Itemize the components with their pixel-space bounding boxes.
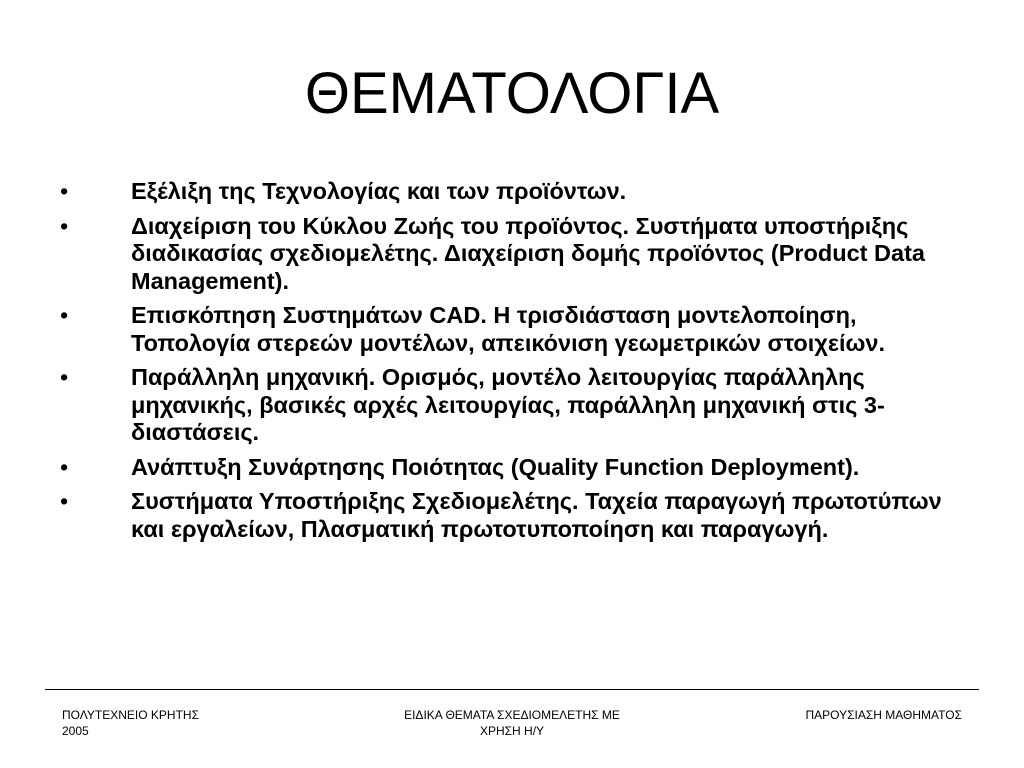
footer-presentation-text: ΠΑΡΟΥΣΙΑΣΗ ΜΑΘΗΜΑΤΟΣ: [805, 708, 962, 722]
footer-institution: [62, 707, 282, 739]
bullet-icon: •: [60, 364, 69, 390]
list-item-text: Παράλληλη μηχανική. Ορισμός, μοντέλο λειτουργίας παράλληλης μηχανικής, βασικές αρχές λειτουργίας, παράλληλη μηχανική στις 3-διαστάσεις.: [131, 364, 885, 445]
list-item: [60, 488, 980, 543]
bullet-icon: •: [60, 488, 69, 514]
list-item: [60, 302, 980, 357]
list-item-text: Διαχείριση του Κύκλου Ζωής του προϊόντος. Συστήματα υποστήριξης διαδικασίας σχεδιομελέτης. Διαχείριση δομής προϊόντος (Product Data Management).: [131, 212, 925, 294]
list-item-text: Συστήματα Υποστήριξης Σχεδιομελέτης. Ταχεία παραγωγή πρωτοτύπων και εργαλείων, Πλασματική πρωτοτυποποίηση και παραγωγή.: [131, 488, 942, 542]
list-item: [60, 364, 980, 447]
footer-institution-name: ΠΟΛΥΤΕΧΝΕΙΟ ΚΡΗΤΗΣ: [62, 708, 200, 722]
footer-course-line2: ΧΡΗΣΗ Η/Υ: [479, 724, 545, 738]
slide-title: ΘΕΜΑΤΟΛΟΓΙΑ: [304, 61, 720, 126]
list-item: [60, 213, 980, 296]
bullet-icon: •: [60, 212, 69, 239]
list-item-text: Επισκόπηση Συστημάτων CAD. Η τρισδιάσταση μοντελοποίηση, Τοπολογία στερεών μοντέλων, απεικόνιση γεωμετρικών στοιχείων.: [131, 302, 885, 356]
footer-divider: [45, 689, 979, 690]
bullet-icon: •: [60, 453, 69, 480]
footer-course-title: [362, 707, 662, 739]
topic-list: [60, 178, 980, 550]
footer-year: 2005: [62, 724, 89, 738]
bullet-icon: •: [60, 302, 69, 328]
list-item-text: Ανάπτυξη Συνάρτησης Ποιότητας (Quality Function Deployment).: [131, 453, 860, 480]
list-item: [60, 178, 980, 206]
bullet-icon: •: [60, 178, 69, 204]
list-item: [60, 454, 980, 482]
footer-course-line1: ΕΙΔΙΚΑ ΘΕΜΑΤΑ ΣΧΕΔΙΟΜΕΛΕΤΗΣ ΜΕ: [404, 708, 620, 722]
list-item-text: Εξέλιξη της Τεχνολογίας και των προϊόντων.: [131, 178, 627, 204]
footer-presentation-label: [702, 707, 962, 723]
